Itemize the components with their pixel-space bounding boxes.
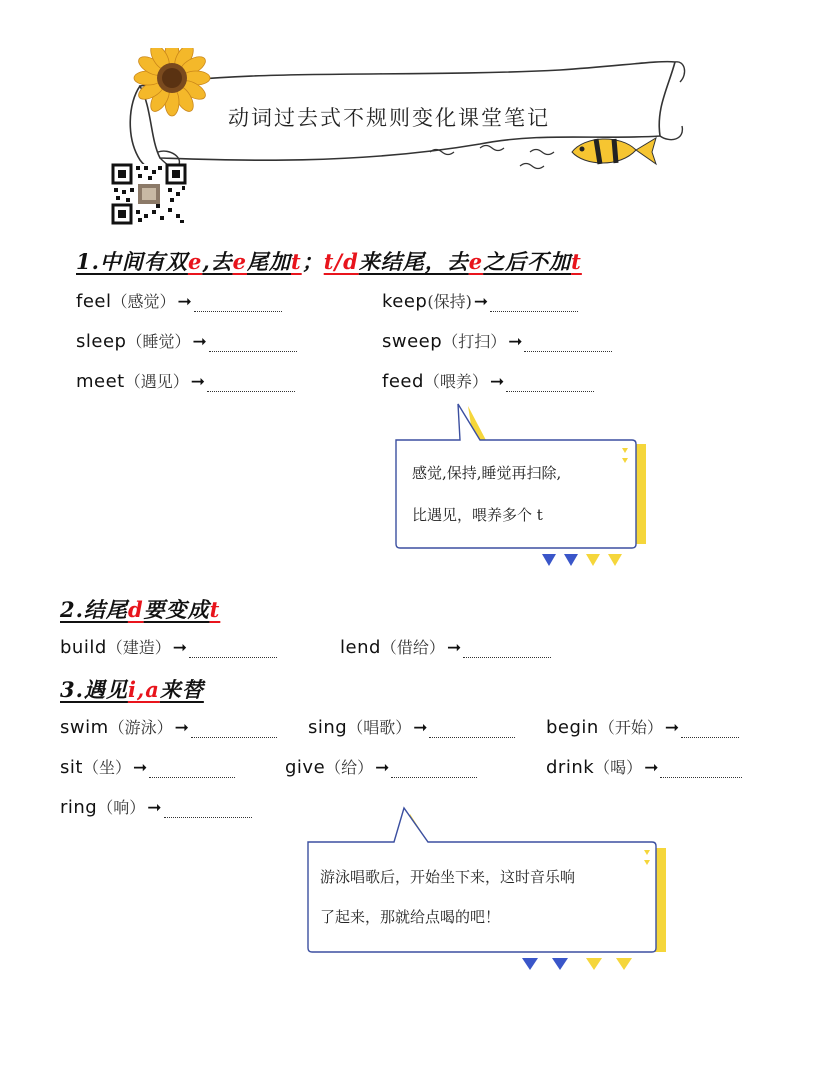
exercise-item-swim: swim （游泳） ➞ [60, 712, 277, 738]
answer-blank[interactable] [506, 373, 594, 392]
answer-blank[interactable] [189, 639, 277, 658]
exercise-item-begin: begin （开始） ➞ [546, 712, 739, 738]
arrow-right-icon: ➞ [375, 758, 390, 778]
arrow-right-icon: ➞ [446, 638, 462, 658]
answer-blank[interactable] [681, 719, 739, 738]
exercise-item-keep: keep (保持) ➞ [382, 286, 578, 312]
section-3-heading: 3.遇见i,a来替 [60, 677, 204, 702]
answer-blank[interactable] [207, 373, 295, 392]
arrow-right-icon: ➞ [664, 718, 680, 738]
arrow-right-icon: ➞ [644, 758, 659, 778]
arrow-right-icon: ➞ [132, 758, 148, 778]
answer-blank[interactable] [524, 333, 612, 352]
exercise-item-feed: feed （喂养） ➞ [382, 366, 594, 392]
answer-blank[interactable] [391, 759, 477, 778]
arrow-right-icon: ➞ [190, 372, 206, 392]
exercise-item-feel: feel （感觉） ➞ [76, 286, 282, 312]
mnemonic-line: 游泳唱歌后，开始坐下来，这时音乐响 [320, 868, 576, 886]
exercise-item-build: build （建造） ➞ [60, 632, 277, 658]
exercise-item-lend: lend （借给） ➞ [340, 632, 551, 658]
arrow-right-icon: ➞ [192, 332, 207, 352]
exercise-item-ring: ring （响） ➞ [60, 792, 252, 818]
answer-blank[interactable] [164, 799, 252, 818]
exercise-item-sweep: sweep （打扫） ➞ [382, 326, 612, 352]
arrow-right-icon: ➞ [489, 372, 505, 392]
answer-blank[interactable] [149, 759, 235, 778]
arrow-right-icon: ➞ [413, 718, 428, 738]
arrow-right-icon: ➞ [172, 638, 188, 658]
answer-blank[interactable] [429, 719, 515, 738]
section-2-heading: 2.结尾d要变成t [60, 597, 221, 622]
answer-blank[interactable] [490, 293, 578, 312]
arrow-right-icon: ➞ [508, 332, 523, 352]
answer-blank[interactable] [194, 293, 282, 312]
exercise-item-drink: drink （喝） ➞ [546, 752, 742, 778]
page-title: 动词过去式不规则变化课堂笔记 [228, 106, 550, 130]
mnemonic-line: 了起来，那就给点喝的吧！ [320, 908, 501, 926]
fish-icon [572, 138, 656, 164]
exercise-item-meet: meet （遇见） ➞ [76, 366, 295, 392]
arrow-right-icon: ➞ [147, 798, 162, 818]
mnemonic-line: 比遇见，喂养多个 t [412, 506, 543, 524]
exercise-item-sleep: sleep （睡觉） ➞ [76, 326, 297, 352]
arrow-right-icon: ➞ [174, 718, 189, 738]
answer-blank[interactable] [209, 333, 297, 352]
answer-blank[interactable] [191, 719, 277, 738]
mnemonic-line: 感觉,保持,睡觉再扫除, [412, 464, 562, 482]
exercise-item-sing: sing （唱歌） ➞ [308, 712, 515, 738]
arrow-right-icon: ➞ [177, 292, 192, 312]
answer-blank[interactable] [463, 639, 551, 658]
arrow-right-icon: ➞ [473, 292, 489, 312]
answer-blank[interactable] [660, 759, 742, 778]
exercise-item-give: give （给） ➞ [285, 752, 477, 778]
qr-code-icon [112, 164, 186, 224]
title-banner [100, 48, 690, 228]
section-1-heading: 1.中间有双e,去e尾加t；t/d来结尾，去e之后不加t [76, 249, 582, 274]
exercise-item-sit: sit （坐） ➞ [60, 752, 235, 778]
